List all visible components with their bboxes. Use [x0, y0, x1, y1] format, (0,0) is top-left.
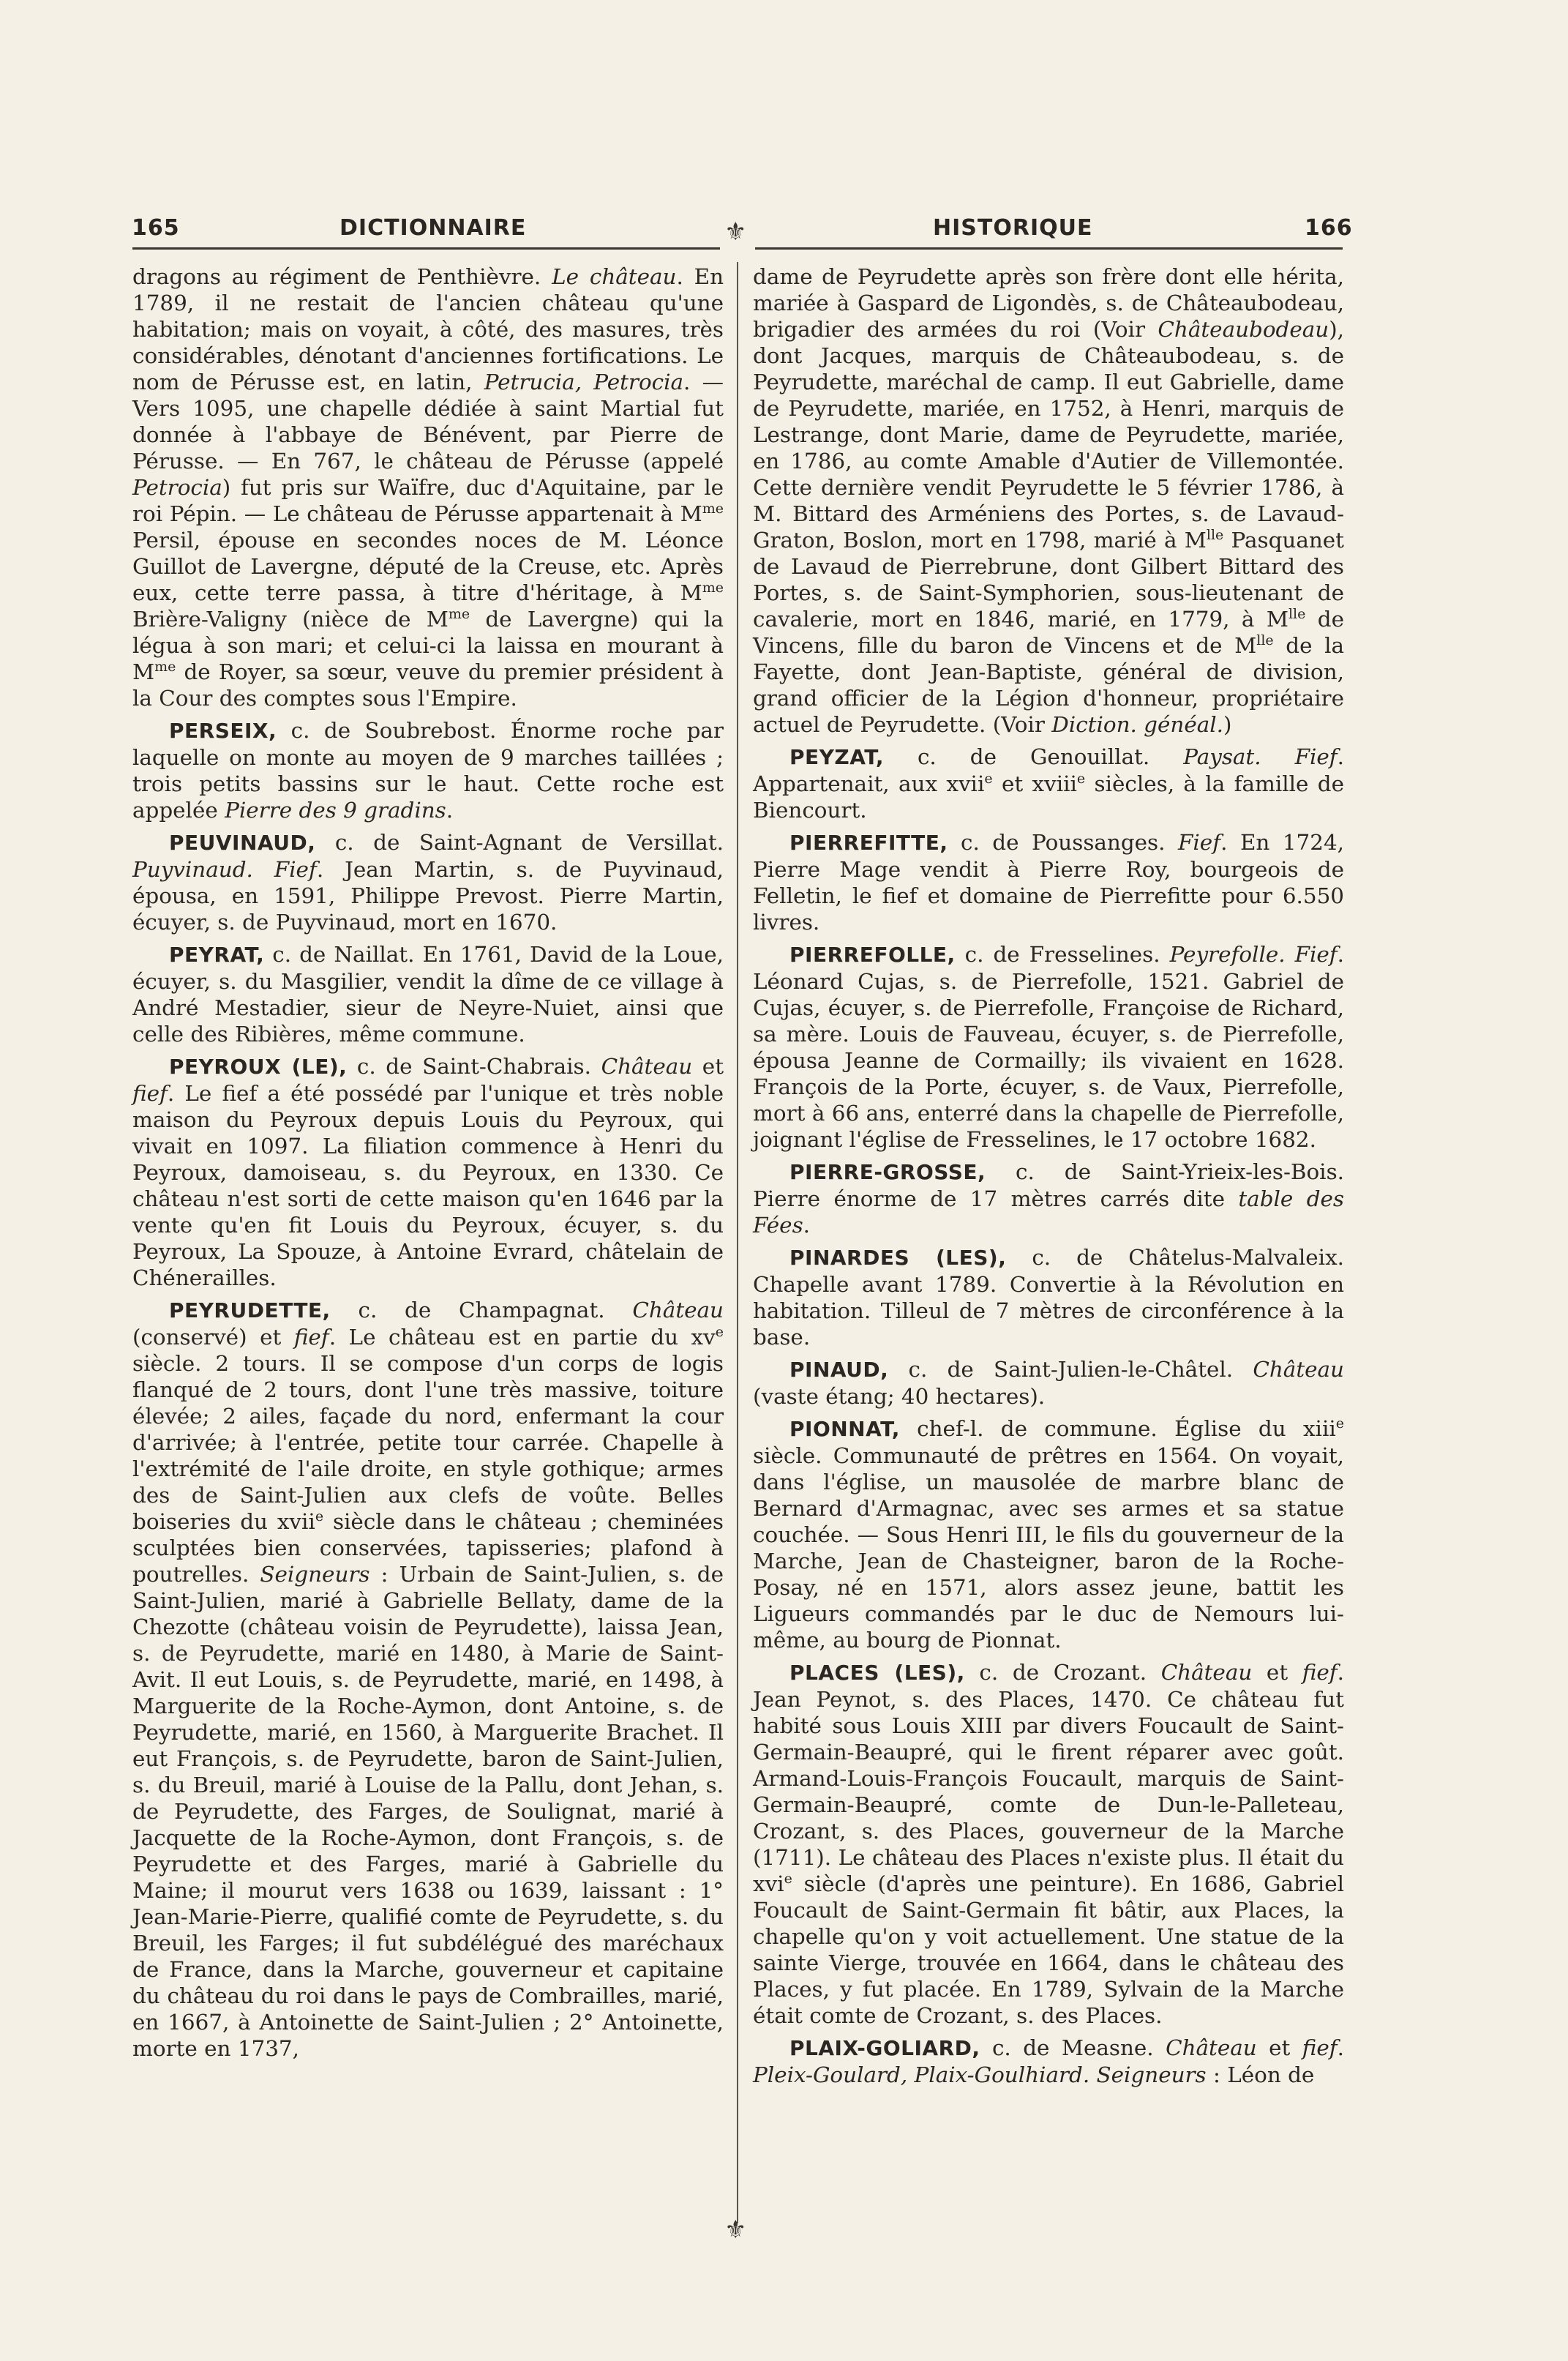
entry-text: c. de Measne.	[980, 2035, 1166, 2060]
entry-text: .	[803, 1213, 810, 1238]
entry-text: siècle dans le château ; cheminées sculptées bien conservées, tapisseries; plafond à poutrelles.	[132, 1509, 724, 1587]
entry-text: (vaste étang; 40 hectares).	[753, 1384, 1046, 1409]
entry-text: Pleix-Goulard, Plaix-Goulhiard. Seigneurs	[753, 2062, 1207, 2087]
entry-headword: PLACES (LES),	[789, 1661, 965, 1685]
entry-text: de Vincens, fille du baron de Vincens et de M	[753, 607, 1344, 658]
dictionary-entry	[753, 829, 1344, 935]
entry-text: ) fut pris sur Waïfre, duc d'Aquitaine, par le roi Pépin. — Le château de Pérusse appartenait à M	[132, 475, 724, 526]
dictionary-entry	[132, 1297, 724, 2062]
entry-text: c. de Soubrebost. Énorme roche par laquelle on monte au moyen de 9 marches taillées ; trois petits bassins sur le haut. Cette roche est appelée	[132, 718, 724, 823]
entry-text: Peyrefolle. Fief	[1169, 942, 1338, 967]
entry-text: c. de Fresselines.	[955, 942, 1170, 967]
entry-text: Châteaubodeau	[1158, 317, 1329, 342]
entry-text: Fief	[1178, 830, 1221, 855]
superscript: lle	[1288, 606, 1306, 623]
superscript: e	[715, 1324, 724, 1341]
entry-headword: PEYRUDETTE,	[169, 1298, 331, 1322]
dictionary-entry	[753, 1356, 1344, 1410]
entry-headword: PEYRAT,	[169, 943, 265, 967]
entry-text: et	[1256, 2035, 1302, 2060]
entry-text: siècle (d'après une peinture). En 1686, Gabriel Foucault de Saint-Germain fit bâtir, aux Places, la chapelle qu'on y voit actuellement. Une statue de la sainte Vierge, trouvée en 1664, dans le château des Places, y fut placée. En 1789, Sylvain de la Marche était comte de Crozant, s. des Places.	[753, 1871, 1344, 2028]
entry-text: (conservé) et	[132, 1325, 294, 1350]
entry-text: c. de Poussanges.	[948, 830, 1179, 855]
header-rule-right	[755, 247, 1343, 250]
continued-paragraph	[753, 263, 1344, 738]
entry-text: )	[1223, 712, 1232, 737]
superscript: e	[984, 771, 993, 787]
entry-text: Château	[1166, 2035, 1257, 2060]
entry-text: fief	[1302, 2035, 1338, 2060]
right-column	[753, 263, 1344, 2088]
entry-text: c. de Saint-Chabrais.	[347, 1054, 601, 1079]
entry-text: Le château	[552, 264, 677, 289]
entry-text: .	[1337, 2035, 1344, 2060]
entry-text: ), dont Jacques, marquis de Châteaubodeau, s. de Peyrudette, maréchal de camp. Il eut Gabrielle, dame de Peyrudette, mariée, en 1752, à Henri, marquis de Lestrange, dont Marie, dame de Peyrudette, mariée, en 1786, au comte Amable d'Autier de Villemontée. Cette dernière vendit Peyrudette le 5 février 1786, à M. Bittard des Arméniens des Portes, s. de Lavaud-Graton, Boslon, mort en 1798, marié à M	[753, 317, 1344, 553]
fleuron-top-ornament: ⚜	[724, 217, 747, 247]
superscript: e	[1335, 1415, 1344, 1432]
entry-text: c. de Saint-Agnant de Versillat.	[315, 830, 724, 855]
dictionary-entry	[132, 829, 724, 935]
superscript: e	[784, 1871, 792, 1887]
entry-text: . Appartenait, aux xvii	[753, 744, 1344, 796]
dictionary-entry	[753, 744, 1344, 823]
entry-headword: PINAUD,	[789, 1358, 889, 1382]
entry-text: Petrucia, Petrocia	[484, 370, 684, 394]
superscript: lle	[1256, 632, 1274, 649]
entry-text: c. de Naillat. En 1761, David de la Loue, écuyer, s. du Masgilier, vendit la dîme de ce village à André Mestadier, sieur de Neyre-Nuiet, ainsi que celle des Ribières, même commune.	[132, 942, 724, 1047]
superscript: me	[448, 606, 470, 623]
entry-text: Diction. généal.	[1051, 712, 1223, 737]
dictionary-entry	[753, 2035, 1344, 2088]
dictionary-entry	[753, 1415, 1344, 1653]
entry-headword: PIONNAT,	[789, 1417, 900, 1441]
entry-text: . En 1724, Pierre Mage vendit à Pierre Roy, bourgeois de Felletin, le fief et domaine de Pierrefitte pour 6.550 livres.	[753, 830, 1344, 935]
running-title-left: DICTIONNAIRE	[340, 215, 527, 241]
page-number-right: 166	[1305, 215, 1353, 241]
entry-text: c. de Crozant.	[964, 1660, 1161, 1685]
header-rule-left	[132, 247, 720, 250]
entry-headword: PIERREFOLLE,	[789, 943, 956, 967]
entry-text: fief	[132, 1081, 168, 1106]
entry-text: .	[446, 798, 454, 823]
entry-text: c. de Genouillat.	[883, 744, 1184, 769]
entry-text: et	[1252, 1660, 1302, 1685]
entry-text: Pierre des 9 gradins	[225, 798, 446, 823]
superscript: e	[315, 1508, 324, 1525]
dictionary-entry	[132, 717, 724, 823]
entry-text: siècles, à la famille de Biencourt.	[753, 771, 1344, 823]
superscript: e	[1076, 771, 1086, 787]
left-column	[132, 263, 724, 2062]
entry-text: . — Vers 1095, une chapelle dédiée à saint Martial fut donnée à l'abbaye de Bénévent, par Pierre de Pérusse. — En 767, le château de Pérusse (appelé	[132, 370, 724, 474]
entry-text: : Urbain de Saint-Julien, s. de Saint-Julien, marié à Gabrielle Bellaty, dame de la Chezotte (château voisin de Peyrudette), laissa Jean, s. de Peyrudette, marié en 1480, à Marie de Saint-Avit. Il eut Louis, s. de Peyrudette, marié, en 1498, à Marguerite de la Roche-Aymon, dont Antoine, s. de Peyrudette, marié, en 1560, à Marguerite Brachet. Il eut François, s. de Peyrudette, baron de Saint-Julien, s. du Breuil, marié à Louise de la Pallu, dont Jehan, s. de Peyrudette, des Farges, de Soulignat, marié à Jacquette de la Roche-Aymon, dont François, s. de Peyrudette et des Farges, marié à Gabrielle du Maine; il mourut vers 1638 ou 1639, laissant : 1° Jean-Marie-Pierre, qualifié comte de Peyrudette, s. du Breuil, les Farges; il fut subdélégué des maréchaux de France, dans la Marche, gouverneur et capitaine du château du roi dans le pays de Combrailles, marié, en 1667, à Antoinette de Saint-Julien ; 2° Antoinette, morte en 1737,	[132, 1562, 724, 2061]
entry-text: table des Fées	[753, 1186, 1345, 1238]
superscript: lle	[1206, 527, 1224, 544]
entry-text: Château	[601, 1054, 693, 1079]
entry-text: fief	[293, 1325, 329, 1350]
entry-text: de la Fayette, dont Jean-Baptiste, général de division, grand officier de la Légion d'honneur, propriétaire actuel de Peyrudette. (Voir	[753, 633, 1344, 737]
running-title-right: HISTORIQUE	[933, 215, 1093, 241]
entry-text: c. de Châtelus-Malvaleix. Chapelle avant 1789. Convertie à la Révolution en habitation. Tilleul de 7 mètres de circonférence à la base.	[753, 1245, 1344, 1350]
entry-text: . Jean Peynot, s. des Places, 1470. Ce château fut habité sous Louis XIII par divers Foucault de Saint-Germain-Beaupré, qui le firent réparer avec goût. Armand-Louis-François Foucault, marquis de Saint-Germain-Beaupré, comte de Dun-le-Palleteau, Crozant, s. des Places, gouverneur de la Marche (1711). Le château des Places n'existe plus. Il était du xvi	[753, 1660, 1344, 1896]
entry-headword: PINARDES (LES),	[789, 1246, 1007, 1270]
entry-text: Petrocia	[132, 475, 222, 500]
entry-text: Château	[1253, 1357, 1344, 1382]
entry-text: de Royer, sa sœur, veuve du premier président à la Cour des comptes sous l'Empire.	[132, 659, 724, 711]
column-divider	[737, 262, 738, 2223]
entry-text: . Le château est en partie du xv	[329, 1325, 716, 1350]
entry-headword: PEYZAT,	[789, 745, 884, 769]
entry-text: Persil, épouse en secondes noces de M. Léonce Guillot de Lavergne, député de la Creuse, etc. Après eux, cette terre passa, à titre d'héritage, à M	[132, 528, 724, 605]
entry-text: dame de Peyrudette après son frère dont elle hérita, mariée à Gaspard de Ligondès, s. de Châteaubodeau, brigadier des armées du roi (Voir	[753, 264, 1344, 342]
superscript: me	[154, 659, 176, 676]
entry-text: : Léon de	[1206, 2062, 1315, 2087]
entry-text: de Lavergne) qui la légua à son mari; et celui-ci la laissa en mourant à M	[132, 607, 724, 684]
entry-text: chef-l. de commune. Église du xiii	[899, 1416, 1336, 1441]
entry-text: Puyvinaud. Fief	[132, 857, 317, 882]
continued-paragraph	[132, 263, 724, 711]
entry-text: et	[692, 1054, 724, 1079]
entry-text: dragons au régiment de Penthièvre.	[132, 264, 552, 289]
entry-text: Brière-Valigny (nièce de M	[132, 607, 449, 632]
entry-text: c. de Saint-Julien-le-Châtel.	[888, 1357, 1253, 1382]
dictionary-entry	[753, 941, 1344, 1153]
entry-text: c. de Saint-Yrieix-les-Bois. Pierre énorme de 17 mètres carrés dite	[753, 1159, 1344, 1211]
entry-text: Pasquanet de Lavaud de Pierrebrune, dont Gilbert Bittard des Portes, s. de Saint-Symphorien, sous-lieutenant de cavalerie, mort en 1846, marié, en 1779, à M	[753, 528, 1344, 632]
entry-headword: PERSEIX,	[169, 719, 277, 743]
entry-headword: PEUVINAUD,	[169, 831, 316, 855]
page-number-left: 165	[132, 215, 180, 241]
entry-headword: PLAIX-GOLIARD,	[789, 2036, 980, 2060]
entry-text: Paysat. Fief	[1183, 744, 1338, 769]
entry-text: . Jean Martin, s. de Puyvinaud, épousa, en 1591, Philippe Prevost. Pierre Martin, écuyer, s. de Puyvinaud, mort en 1670.	[132, 857, 724, 935]
entry-text: Seigneurs	[260, 1562, 370, 1587]
entry-text: et xviii	[992, 771, 1077, 796]
dictionary-entry	[753, 1159, 1344, 1238]
dictionary-entry	[132, 1053, 724, 1291]
entry-text: c. de Champagnat.	[330, 1298, 633, 1322]
dictionary-entry	[753, 1659, 1344, 2029]
entry-text: fief	[1302, 1660, 1338, 1685]
entry-text: Château	[1160, 1660, 1253, 1685]
fleuron-bottom-ornament: ⚜	[724, 2215, 747, 2245]
entry-text: . En 1789, il ne restait de l'ancien château qu'une habitation; mais on voyait, à côté, des masures, très considérables, dénotant d'anciennes fortifications. Le nom de Pérusse est, en latin,	[132, 264, 724, 394]
entry-text: siècle. Communauté de prêtres en 1564. On voyait, dans l'église, un mausolée de marbre blanc de Bernard d'Armagnac, avec ses armes et sa statue couchée. — Sous Henri III, le fils du gouverneur de la Marche, Jean de Chasteigner, baron de la Roche-Posay, né en 1571, alors assez jeune, battit les Ligueurs commandés par le duc de Nemours lui-même, au bourg de Pionnat.	[753, 1443, 1344, 1653]
entry-text: . Le fief a été possédé par l'unique et très noble maison du Peyroux depuis Louis du Peyroux, qui vivait en 1097. La filiation commence à Henri du Peyroux, damoiseau, s. du Peyroux, en 1330. Ce château n'est sorti de cette maison qu'en 1646 par la vente qu'en fit Louis du Peyroux, écuyer, s. du Peyroux, La Spouze, à Antoine Evrard, châtelain de Chénerailles.	[132, 1081, 724, 1290]
superscript: me	[702, 501, 724, 517]
dictionary-entry	[132, 941, 724, 1047]
entry-headword: PIERRE-GROSSE,	[789, 1160, 986, 1184]
entry-headword: PIERREFITTE,	[789, 831, 948, 855]
dictionary-entry	[753, 1244, 1344, 1350]
entry-text: siècle. 2 tours. Il se compose d'un corps de logis flanqué de 2 tours, dont l'une très massive, toiture élevée; 2 ailes, façade du nord, enfermant la cour d'arrivée; à l'entrée, petite tour carrée. Chapelle à l'extrémité de l'aile droite, en style gothique; armes des de Saint-Julien aux clefs de voûte. Belles boiseries du xvii	[132, 1351, 724, 1534]
entry-text: . Léonard Cujas, s. de Pierrefolle, 1521. Gabriel de Cujas, écuyer, s. de Pierrefolle, Françoise de Richard, sa mère. Louis de Fauveau, écuyer, s. de Pierrefolle, épousa Jeanne de Cormailly; ils vivaient en 1628. François de la Porte, écuyer, s. de Vaux, Pierrefolle, mort à 66 ans, enterré dans la chapelle de Pierrefolle, joignant l'église de Fresselines, le 17 octobre 1682.	[753, 942, 1344, 1152]
superscript: me	[702, 580, 724, 596]
entry-text: Château	[632, 1298, 724, 1322]
entry-headword: PEYROUX (LE),	[169, 1055, 348, 1079]
